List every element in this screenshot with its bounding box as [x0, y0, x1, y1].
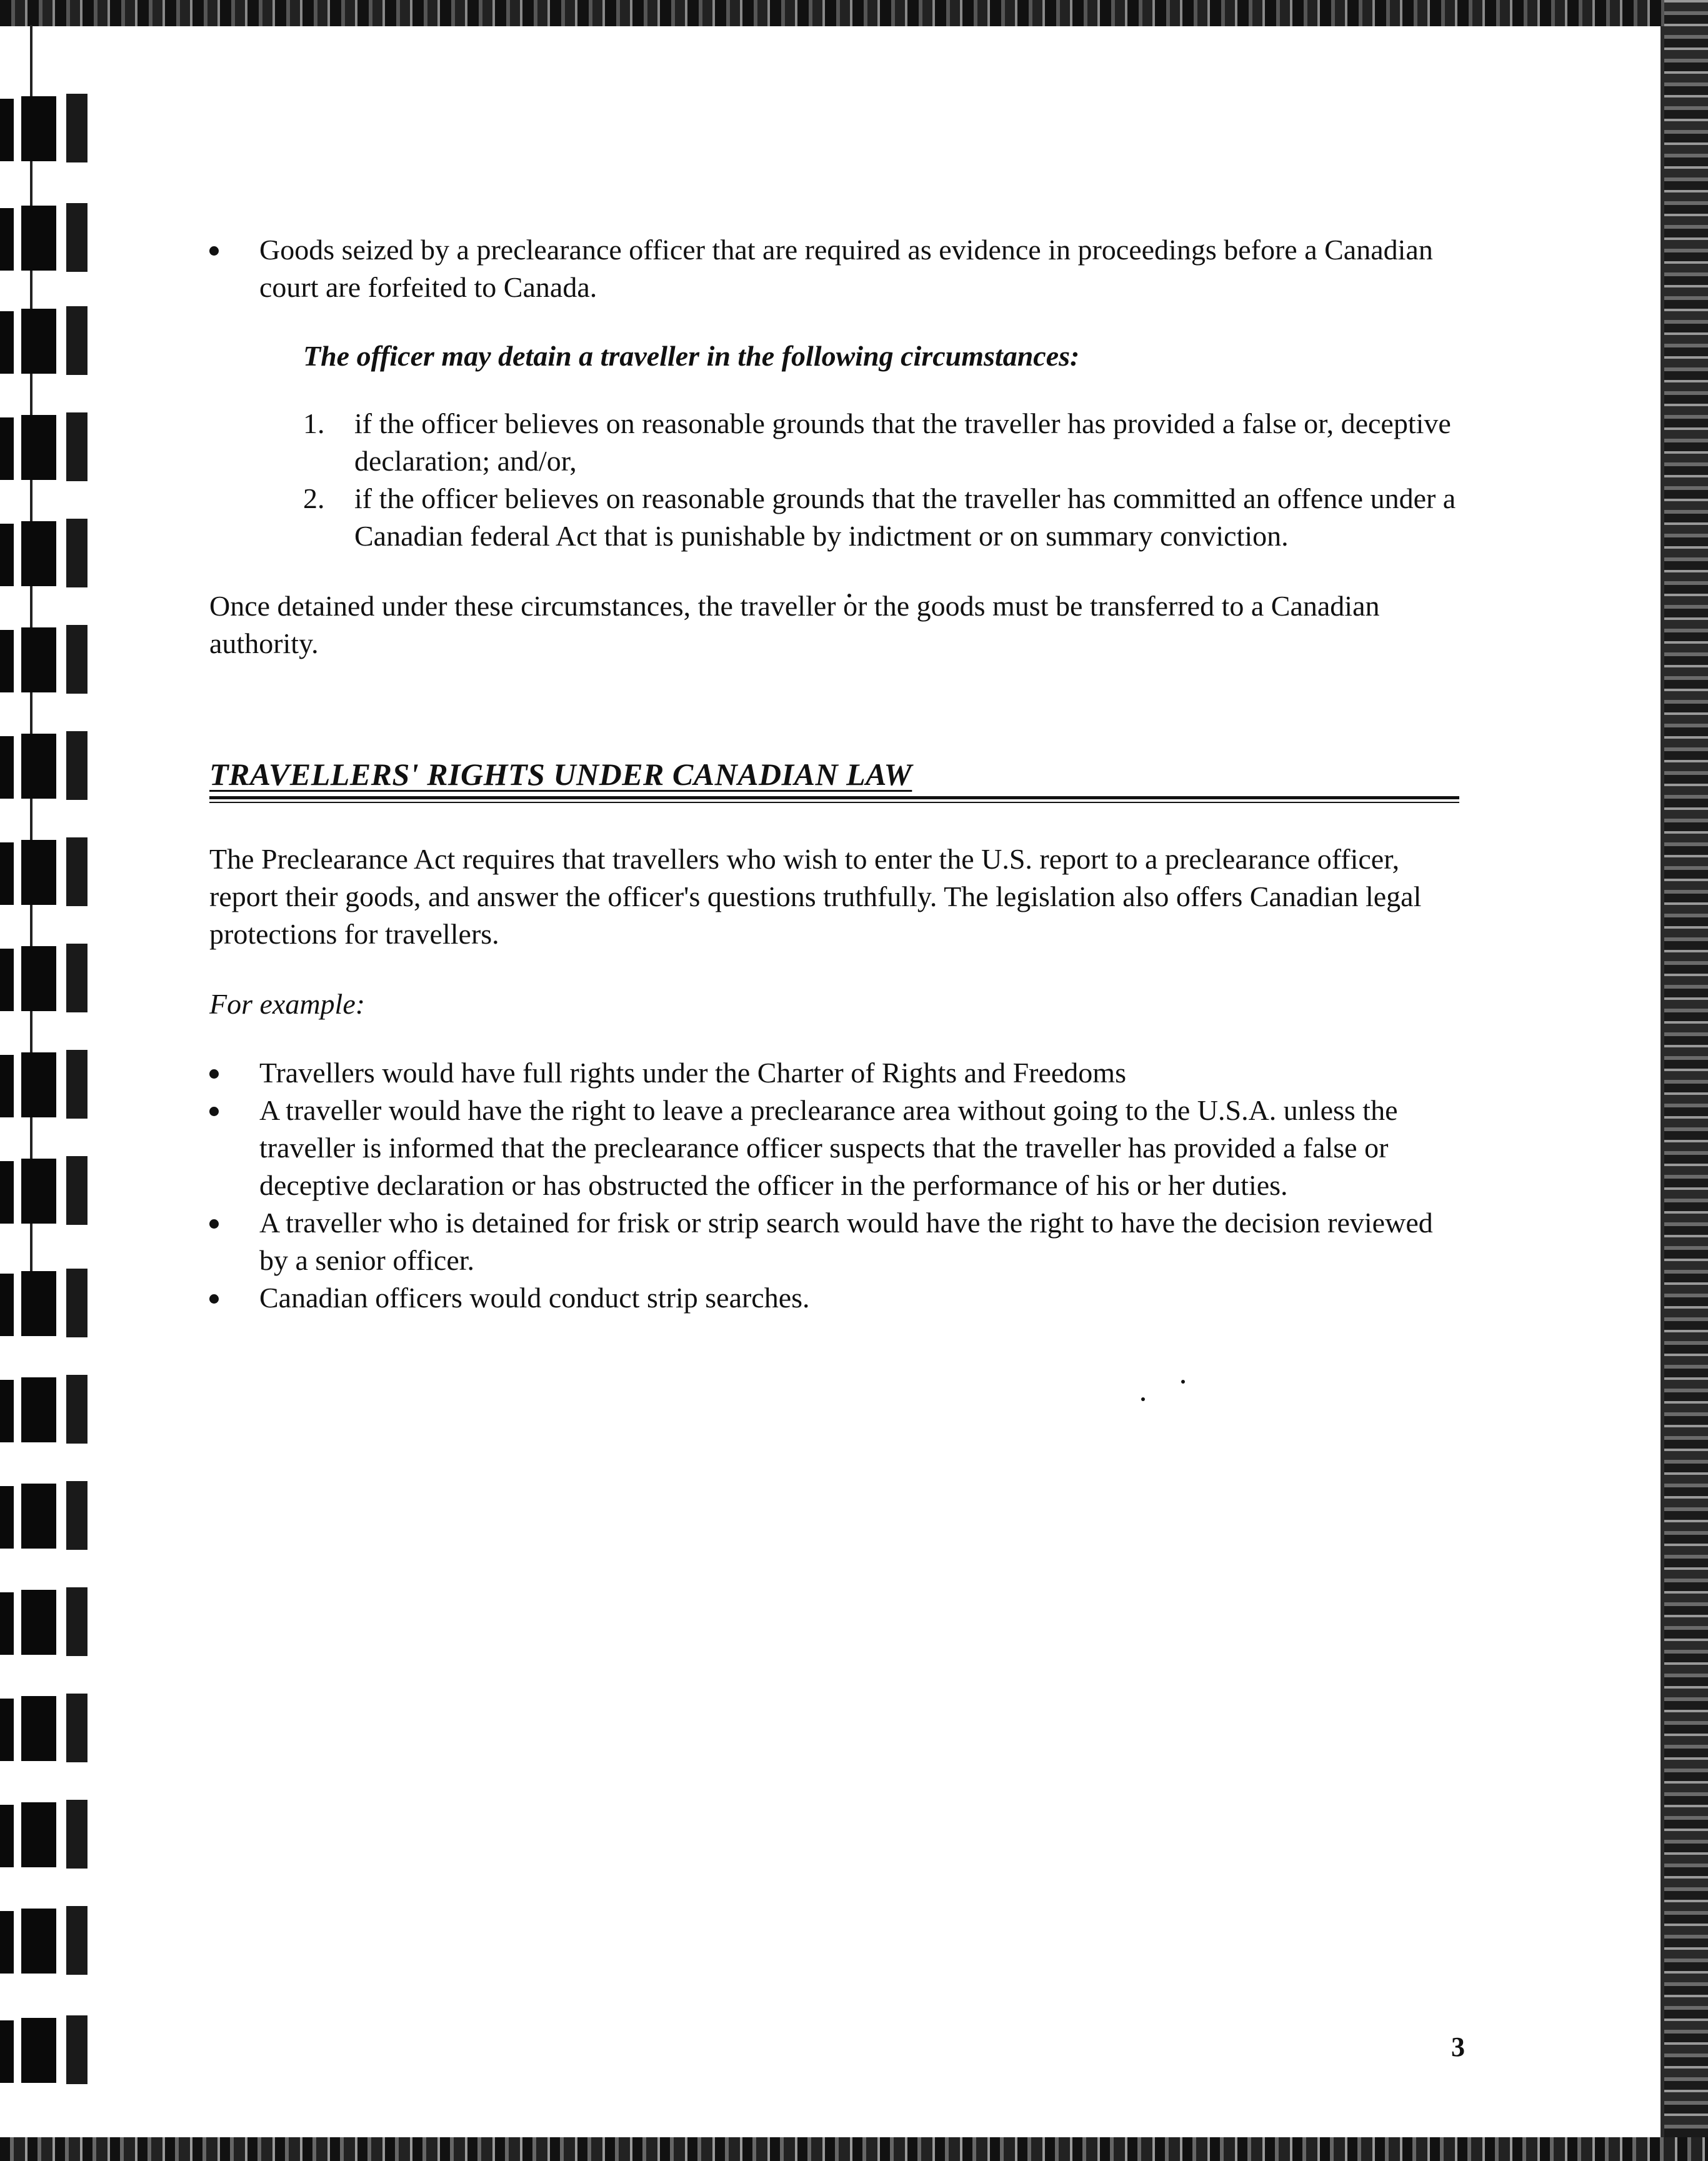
detention-heading: The officer may detain a traveller in the following circumstances: [303, 340, 1080, 372]
bullet-icon [209, 1294, 219, 1304]
binding-ring [0, 1375, 94, 1444]
binding-ring [0, 412, 94, 481]
binding-ring [0, 2015, 94, 2084]
list-marker: 1. [303, 407, 325, 439]
binding-ring [0, 1269, 94, 1337]
document-body [209, 231, 1459, 1317]
scan-border-bottom [0, 2137, 1708, 2161]
bullet-text: Canadian officers would conduct strip searches. [259, 1282, 810, 1314]
scan-speck [1181, 1380, 1185, 1384]
binding-ring [0, 1800, 94, 1869]
section-rule [209, 796, 1459, 803]
list-item [209, 1092, 1459, 1204]
binding-ring [0, 944, 94, 1012]
list-item [209, 1279, 1459, 1317]
binding-ring [0, 1694, 94, 1762]
binding-ring [0, 1481, 94, 1550]
page-edge [1661, 26, 1664, 2137]
bullet-icon [209, 1219, 219, 1229]
detention-list [209, 405, 1459, 555]
bullet-text: Goods seized by a preclearance officer that are required as evidence in proceedings before a Canadian court are forfeited to Canada. [259, 234, 1433, 303]
binding-ring [0, 94, 94, 162]
list-marker: 2. [303, 482, 325, 514]
page-number: 3 [1451, 2032, 1465, 2062]
section-paragraph: The Preclearance Act requires that travellers who wish to enter the U.S. report to a preclearance officer, report their goods, and answer the officer's questions truthfully. The legislation also offers Canadian legal protections for travellers. [209, 843, 1422, 950]
bullet-text: Travellers would have full rights under the Charter of Rights and Freedoms [259, 1057, 1126, 1089]
binding-ring [0, 731, 94, 800]
scan-border-top [0, 0, 1708, 26]
intro-bullet-list [209, 231, 1459, 306]
example-label: For example: [209, 988, 366, 1020]
list-item [209, 405, 1459, 480]
binding-ring [0, 1156, 94, 1225]
bullet-text: A traveller who is detained for frisk or strip search would have the right to have the decision reviewed by a senior officer. [259, 1207, 1433, 1276]
list-item [209, 1054, 1459, 1092]
transfer-paragraph: Once detained under these circumstances, the traveller or the goods must be transferred to a Canadian authority. [209, 590, 1380, 659]
bullet-icon [209, 1069, 219, 1079]
list-item-text: if the officer believes on reasonable grounds that the traveller has provided a false or, deceptive declaration; and/or, [354, 407, 1451, 477]
list-item [209, 1204, 1459, 1279]
binding-ring [0, 519, 94, 587]
binding-ring [0, 306, 94, 375]
bullet-icon [209, 246, 219, 256]
bullet-icon [209, 1107, 219, 1116]
scan-speck [1141, 1397, 1145, 1401]
bullet-text: A traveller would have the right to leave a preclearance area without going to the U.S.A. unless the traveller is informed that the preclearance officer suspects that the traveller has provided a false or deceptive declaration or has obstructed the officer in the performance of his or her duties. [259, 1094, 1398, 1201]
spiral-binding [0, 25, 106, 2137]
rights-bullet-list [209, 1054, 1459, 1317]
binding-ring [0, 1587, 94, 1656]
binding-ring [0, 1906, 94, 1975]
binding-ring [0, 203, 94, 272]
binding-ring [0, 1050, 94, 1119]
section-title: TRAVELLERS' RIGHTS UNDER CANADIAN LAW [209, 757, 912, 792]
binding-ring [0, 625, 94, 694]
list-item-text: if the officer believes on reasonable grounds that the traveller has committed an offence under a Canadian federal Act that is punishable by indictment or on summary conviction. [354, 482, 1456, 552]
binding-ring [0, 837, 94, 906]
list-item [209, 480, 1459, 555]
scan-border-right [1664, 0, 1708, 2161]
list-item [209, 231, 1459, 306]
